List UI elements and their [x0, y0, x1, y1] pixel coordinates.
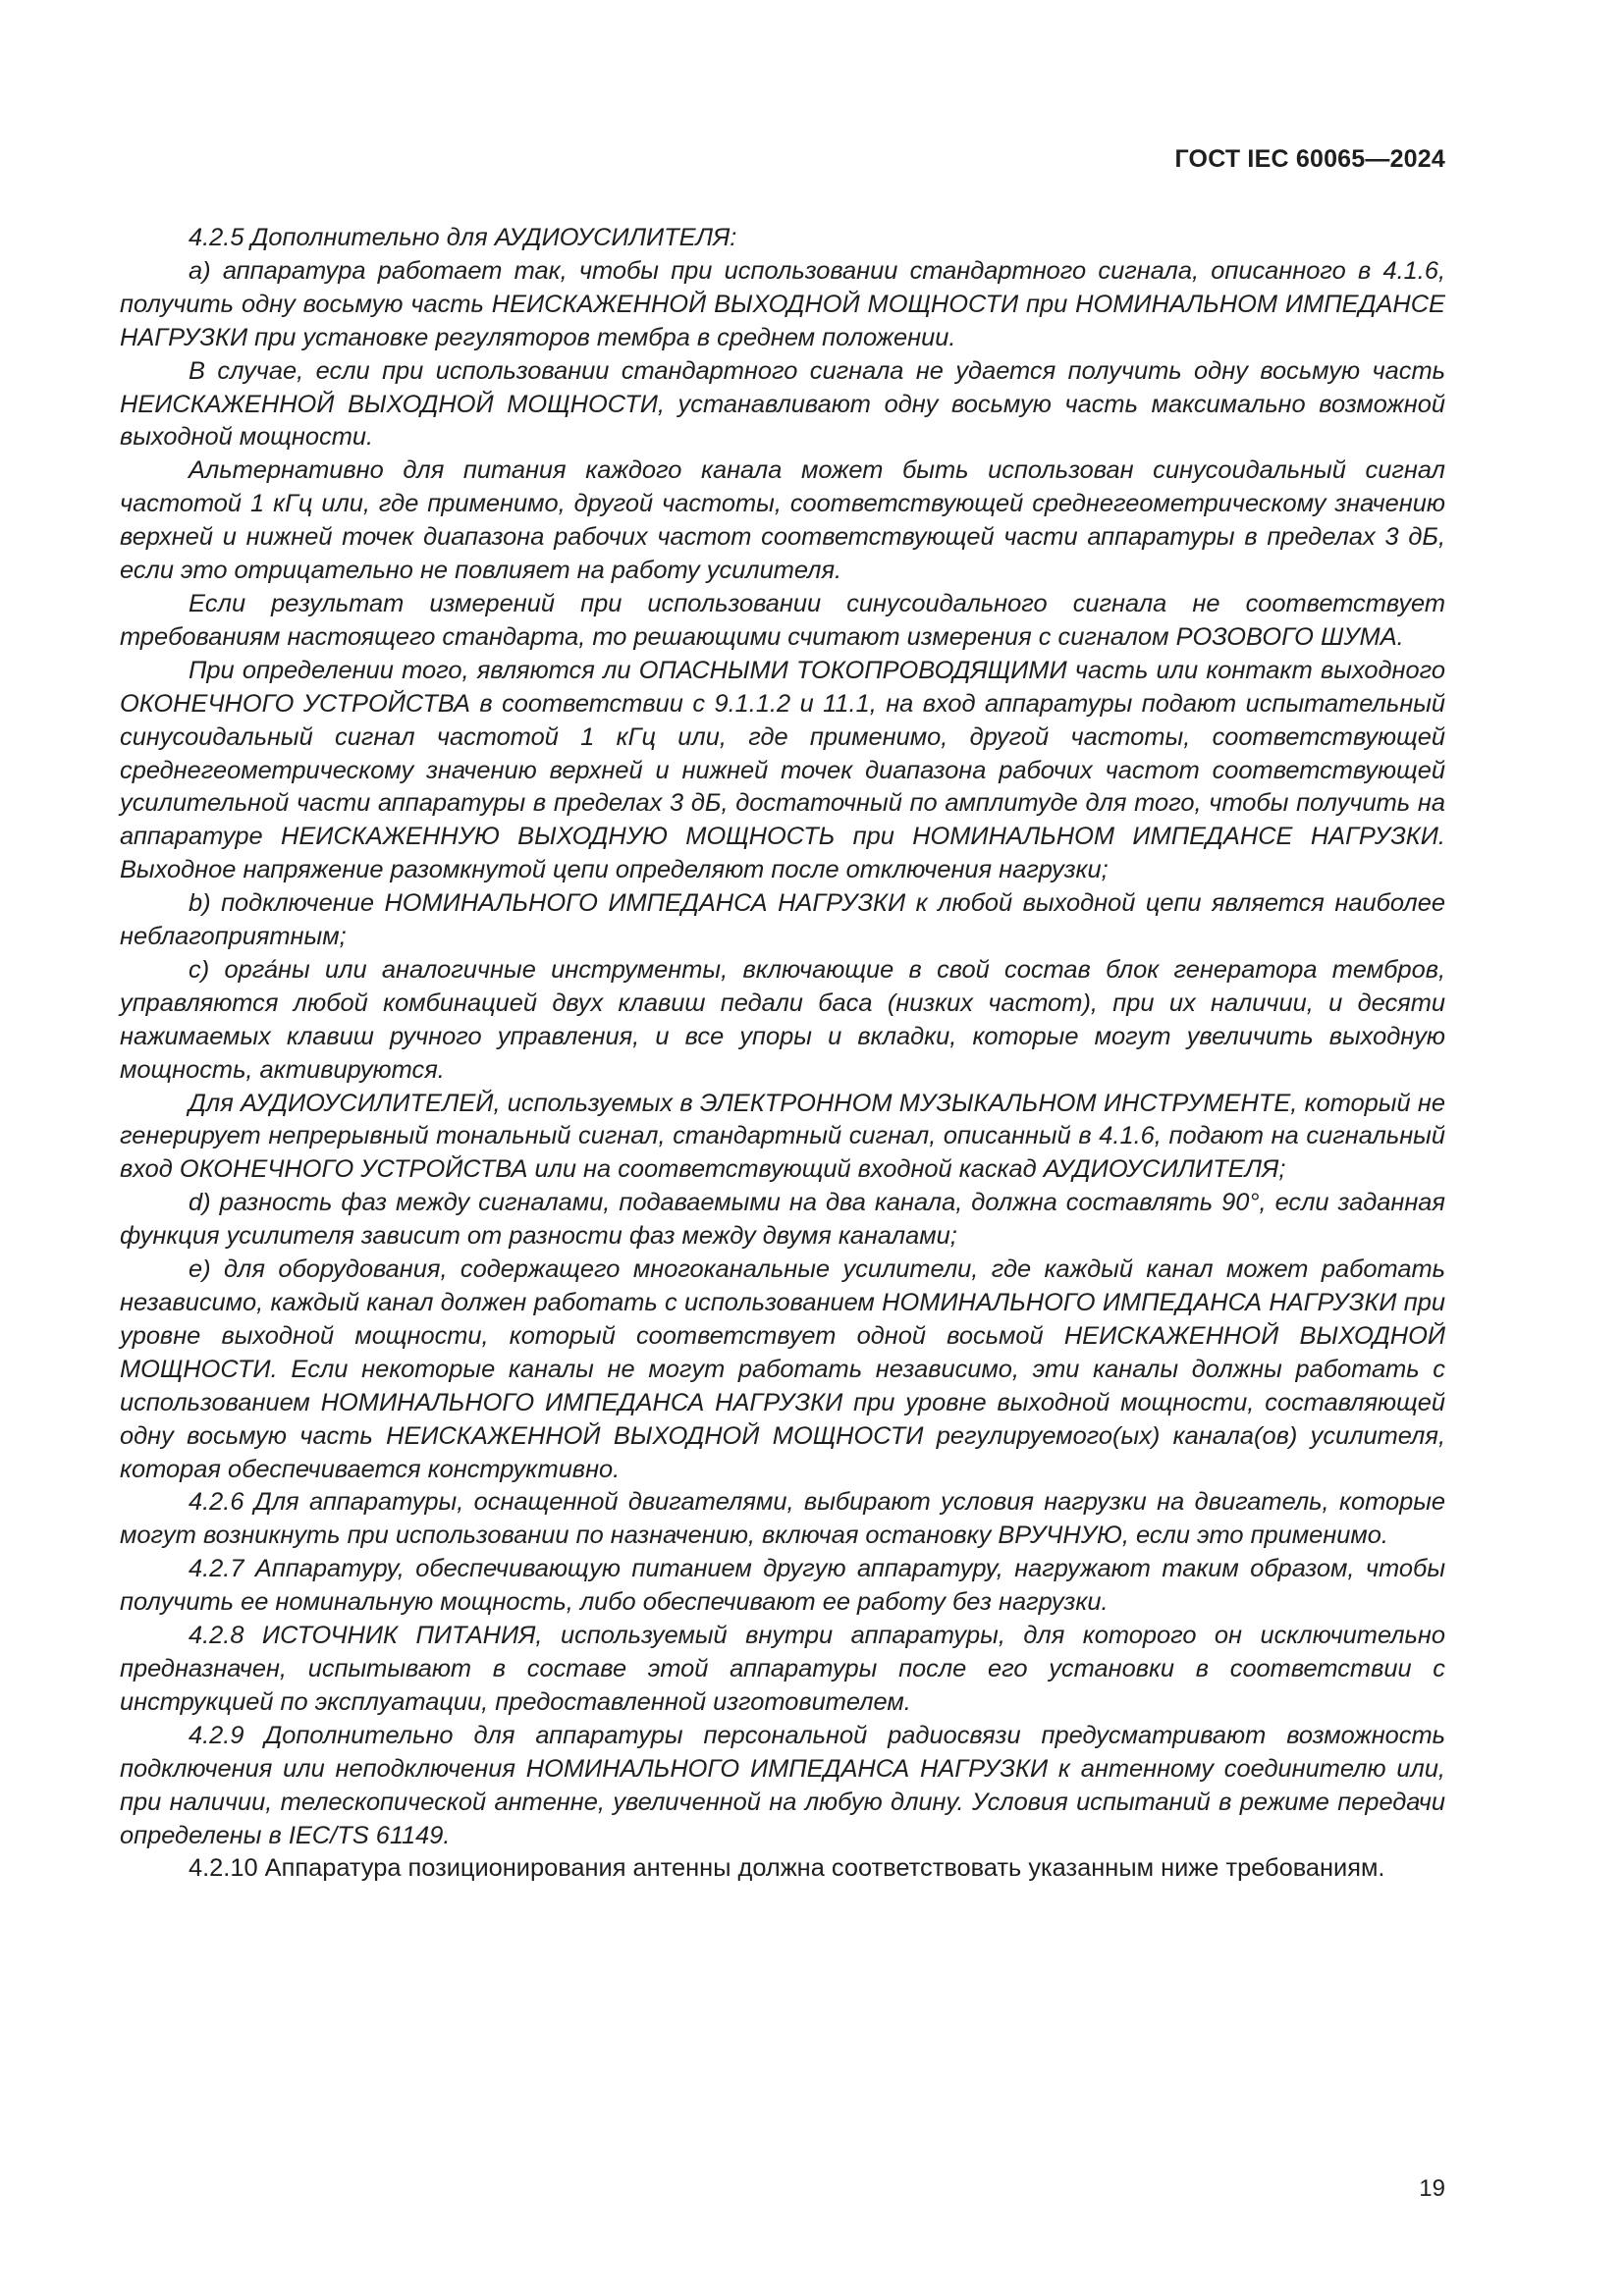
paragraph: Для АУДИОУСИЛИТЕЛЕЙ, используемых в ЭЛЕКТРОННОМ МУЗЫКАЛЬНОМ ИНСТРУМЕНТЕ, который не генерирует непрерывный тональный сигнал, стандартный сигнал, описанный в 4.1.6, подают на сигнальный вход ОКОНЕЧНОГО УСТРОЙСТВА или на соответствующий входной каскад АУДИОУСИЛИТЕЛЯ; — [120, 1089, 1445, 1184]
paragraph-item-d: d) разность фаз между сигналами, подаваемыми на два канала, должна составлять 90°, если заданная функция усилителя зависит от разности фаз между двумя каналами; — [120, 1189, 1445, 1251]
paragraph: В случае, если при использовании стандартного сигнала не удается получить одну восьмую часть НЕИСКАЖЕННОЙ ВЫХОДНОЙ МОЩНОСТИ, устанавливают одну восьмую часть максимально возможной выходной мощности. — [120, 356, 1445, 452]
paragraph-item-c: c) орга́ны или аналогичные инструменты, включающие в свой состав блок генератора тембров, управляются любой комбинацией двух клавиш педали баса (низких частот), при их наличии, и десяти нажимаемых клавиш ручного управления, и все упоры и вкладки, которые могут увеличить выходную мощность, активируются. — [120, 955, 1445, 1084]
paragraph-4-2-7: 4.2.7 Аппаратуру, обеспечивающую питанием другую аппаратуру, нагружают таким образом, чтобы получить ее номинальную мощность, либо обеспечивают ее работу без нагрузки. — [120, 1555, 1445, 1617]
paragraph-4-2-9: 4.2.9 Дополнительно для аппаратуры персональной радиосвязи предусматривают возможность подключения или неподключения НОМИНАЛЬНОГО ИМПЕДАНСА НАГРУЗКИ к антенному соединителю или, при наличии, телескопической антенне, увеличенной на любую длину. Условия испытаний в режиме передачи определены в IEC/TS 61149. — [120, 1721, 1445, 1849]
page-number: 19 — [1419, 2175, 1445, 2202]
paragraph-item-e: e) для оборудования, содержащего многоканальные усилители, где каждый канал может работать независимо, каждый канал должен работать с использованием НОМИНАЛЬНОГО ИМПЕДАНСА НАГРУЗКИ при уровне выходной мощности, который соответствует одной восьмой НЕИСКАЖЕННОЙ ВЫХОДНОЙ МОЩНОСТИ. Если некоторые каналы не могут работать независимо, эти каналы должны работать с использованием НОМИНАЛЬНОГО ИМПЕДАНСА НАГРУЗКИ при уровне выходной мощности, составляющей одну восьмую часть НЕИСКАЖЕННОЙ ВЫХОДНОЙ МОЩНОСТИ регулируемого(ых) канала(ов) усилителя, которая обеспечивается конструктивно. — [120, 1255, 1445, 1483]
document-body — [120, 222, 1445, 1886]
paragraph-item-b: b) подключение НОМИНАЛЬНОГО ИМПЕДАНСА НАГРУЗКИ к любой выходной цепи является наиболее неблагоприятным; — [120, 889, 1445, 951]
document-header: ГОСТ IEC 60065—2024 — [1174, 145, 1445, 173]
paragraph-4-2-5: 4.2.5 Дополнительно для АУДИОУСИЛИТЕЛЯ: — [189, 224, 737, 251]
paragraph-4-2-8: 4.2.8 ИСТОЧНИК ПИТАНИЯ, используемый внутри аппаратуры, для которого он исключительно предназначен, испытывают в составе этой аппаратуры после его установки в соответствии с инструкцией по эксплуатации, предоставленной изготовителем. — [120, 1622, 1445, 1716]
paragraph: При определении того, являются ли ОПАСНЫМИ ТОКОПРОВОДЯЩИМИ часть или контакт выходного ОКОНЕЧНОГО УСТРОЙСТВА в соответствии с 9.1.1.2 и 11.1, на вход аппаратуры подают испытательный синусоидальный сигнал частотой 1 кГц или, где применимо, другой частоты, соответствующей среднегеометрическому значению верхней и нижней точек диапазона рабочих частот соответствующей усилительной части аппаратуры в пределах 3 дБ, достаточный по амплитуде для того, чтобы получить на аппаратуре НЕИСКАЖЕННУЮ ВЫХОДНУЮ МОЩНОСТЬ при НОМИНАЛЬНОМ ИМПЕДАНСЕ НАГРУЗКИ. Выходное напряжение разомкнутой цепи определяют после отключения нагрузки; — [120, 656, 1445, 884]
paragraph: Альтернативно для питания каждого канала может быть использован синусоидальный сигнал частотой 1 кГц или, где применимо, другой частоты, соответствующей среднегеометрическому значению верхней и нижней точек диапазона рабочих частот соответствующей части аппаратуры в пределах 3 дБ, если это отрицательно не повлияет на работу усилителя. — [120, 456, 1445, 585]
paragraph-4-2-10: 4.2.10 Аппаратура позиционирования антенны должна соответствовать указанным ниже требованиям. — [189, 1854, 1385, 1883]
paragraph: Если результат измерений при использовании синусоидального сигнала не соответствует требованиям настоящего стандарта, то решающими считают измерения с сигналом РОЗОВОГО ШУМА. — [120, 589, 1445, 651]
paragraph-item-a: a) аппаратура работает так, чтобы при использовании стандартного сигнала, описанного в 4.1.6, получить одну восьмую часть НЕИСКАЖЕННОЙ ВЫХОДНОЙ МОЩНОСТИ при НОМИНАЛЬНОМ ИМПЕДАНСЕ НАГРУЗКИ при установке регуляторов тембра в среднем положении. — [120, 256, 1445, 351]
paragraph-4-2-6: 4.2.6 Для аппаратуры, оснащенной двигателями, выбирают условия нагрузки на двигатель, которые могут возникнуть при использовании по назначению, включая остановку ВРУЧНУЮ, если это применимо. — [120, 1488, 1445, 1550]
